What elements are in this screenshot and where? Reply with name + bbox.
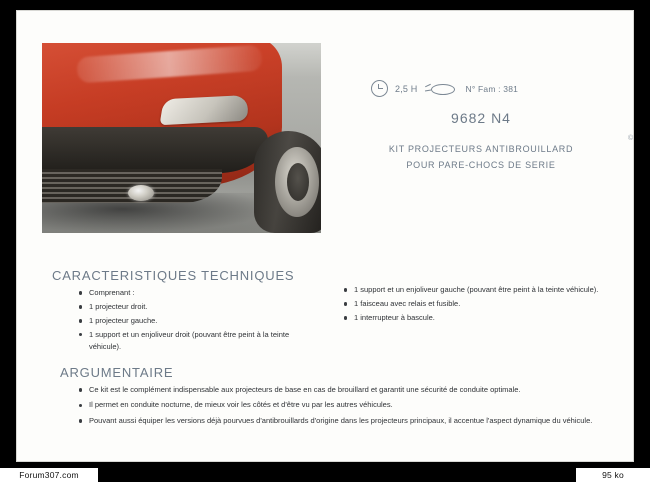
- kit-title: [371, 141, 591, 173]
- kit-title-line-2: POUR PARE-CHOCS DE SERIE: [406, 160, 556, 170]
- list-item: 1 faisceau avec relais et fusible.: [343, 298, 613, 310]
- list-item: 1 interrupteur à bascule.: [343, 312, 613, 324]
- clock-icon: [371, 80, 388, 97]
- list-item: 1 projecteur gauche.: [78, 315, 323, 327]
- family-number-value: N° Fam : 381: [465, 83, 519, 94]
- list-item: Ce kit est le complément indispensable aux projecteurs de base en cas de brouillard et garantit une sécurité de conduite optimale.: [78, 384, 598, 396]
- list-item: 1 support et un enjoliveur gauche (pouvant être peint à la teinte véhicule).: [343, 284, 613, 296]
- scanned-page: [16, 10, 634, 462]
- section-title-caracteristiques: CARACTERISTIQUES TECHNIQUES: [52, 268, 295, 283]
- caracteristiques-right-list: [343, 284, 613, 326]
- list-item: 1 projecteur droit.: [78, 301, 323, 313]
- forum-watermark: Forum307.com: [0, 468, 98, 482]
- part-reference-number: 9682 N4: [451, 110, 511, 126]
- kit-header-block: [371, 80, 591, 173]
- file-size-label: 95 ko: [576, 468, 650, 482]
- headlamp-beam-upper: [425, 83, 431, 87]
- page-right-mark: ©: [628, 135, 634, 142]
- headlamp-icon: [425, 82, 459, 96]
- list-item: Il permet en conduite nocturne, de mieux voir les côtés et d'être vu par les autres véhicules.: [78, 399, 598, 411]
- headlamp-beam-lower: [424, 89, 430, 91]
- kit-title-line-1: KIT PROJECTEURS ANTIBROUILLARD: [388, 144, 574, 154]
- argumentaire-list: [78, 384, 598, 430]
- fitting-time-value: 2,5 H: [395, 83, 418, 94]
- caracteristiques-left-list: [78, 287, 323, 355]
- list-item: Pouvant aussi équiper les versions déjà pourvues d'antibrouillards d'origine dans les projecteurs principaux, il accentue l'aspect dynamique du véhicule.: [78, 415, 598, 427]
- list-item: 1 support et un enjoliveur droit (pouvant être peint à la teinte véhicule).: [78, 329, 323, 354]
- vehicle-front-bumper-photo: [42, 43, 321, 233]
- photo-scan-overlay: [42, 43, 321, 233]
- kit-meta-row: [371, 80, 591, 97]
- section-title-argumentaire: ARGUMENTAIRE: [60, 365, 174, 380]
- headlamp-lens-shape: [431, 84, 455, 95]
- list-item: Comprenant :: [78, 287, 323, 299]
